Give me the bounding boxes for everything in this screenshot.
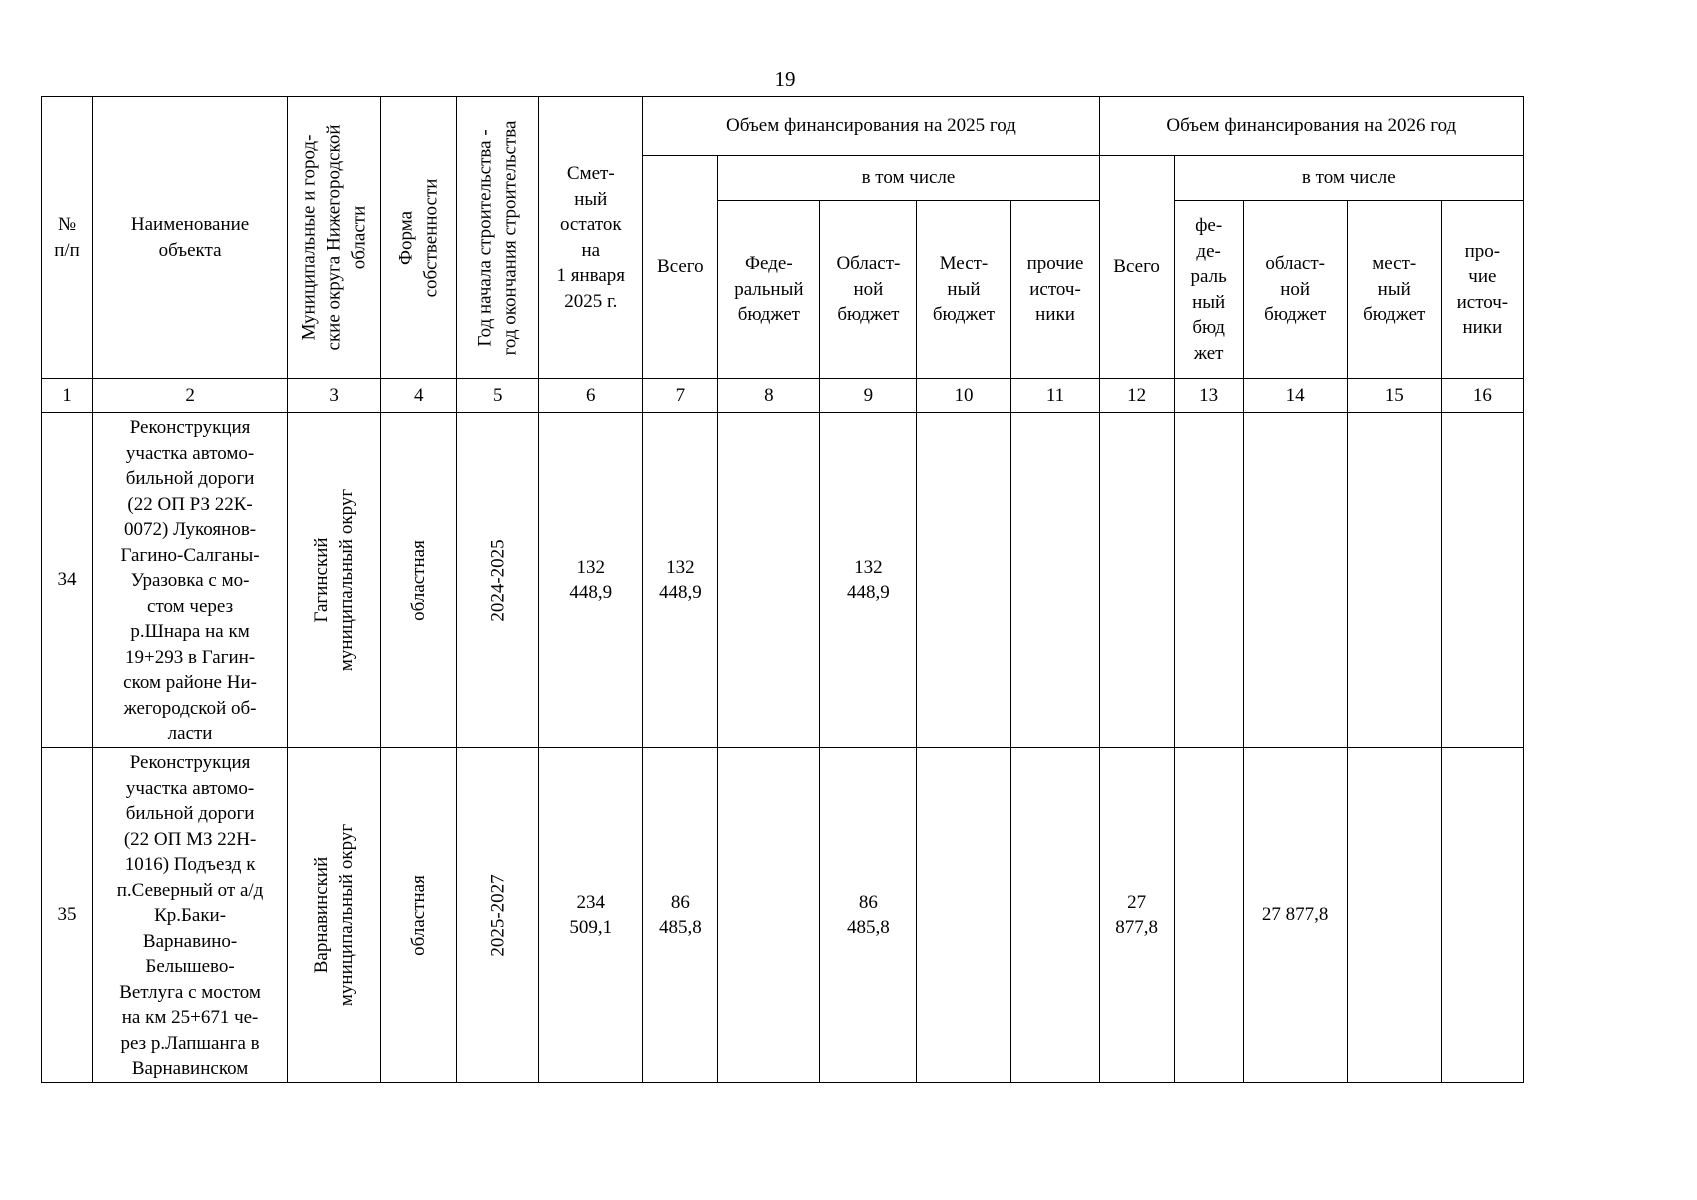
- years-cell: [457, 748, 539, 1083]
- header-financing-2025: Объем финансирования на 2025 год: [643, 97, 1099, 156]
- total-2025-cell: [643, 413, 718, 748]
- row-num: 35: [42, 748, 93, 1083]
- municipality-cell: [288, 748, 381, 1083]
- header-municipality-text: Муниципальные и город- ские округа Нижегородской области: [298, 124, 370, 351]
- header-years: [457, 97, 539, 379]
- column-number: 12: [1099, 379, 1174, 413]
- regional-2025-value: 132 448,9: [847, 556, 890, 603]
- object-name-text: Реконструкция участка автомо- бильной дороги (22 ОП МЗ 22Н- 1016) Подъезд к п.Северный от а/д Кр.Баки- Варнавино- Белышево- Ветлуга с мостом на км 25+671 че- рез р.Лапшанга в Варнавинском: [116, 752, 264, 1080]
- header-federal-2026-text: фе- де- раль ный бюд жет: [1190, 215, 1227, 364]
- estimate-cell: [539, 413, 643, 748]
- header-other-2026-text: про- чие источ- ники: [1456, 240, 1509, 338]
- municipality-text: Гагинский муниципальный округ: [311, 488, 358, 672]
- column-number: 16: [1441, 379, 1523, 413]
- header-estimate: [539, 97, 643, 379]
- local-2025-cell: [917, 748, 1011, 1083]
- regional-2026-value: 27 877,8: [1261, 904, 1329, 926]
- federal-2025-cell: [718, 748, 820, 1083]
- total-2026-cell: [1099, 413, 1174, 748]
- header-local-2026: [1347, 201, 1441, 379]
- total-2026-value: 27 877,8: [1115, 891, 1158, 938]
- local-2026-cell: [1347, 748, 1441, 1083]
- header-including-2025: в том числе: [718, 156, 1099, 201]
- federal-2026-cell: [1174, 748, 1243, 1083]
- estimate-value: 132 448,9: [569, 556, 613, 603]
- regional-2026-cell: [1243, 748, 1347, 1083]
- header-total-2026: Всего: [1099, 156, 1174, 379]
- column-number: 1: [42, 379, 93, 413]
- header-estimate-text: Смет- ный остаток на 1 января 2025 г.: [556, 163, 626, 312]
- column-number-row: [42, 379, 1524, 413]
- local-2025-cell: [917, 413, 1011, 748]
- header-other-2025-text: прочие источ- ники: [1026, 253, 1084, 326]
- column-number: 11: [1011, 379, 1099, 413]
- object-name: [93, 413, 288, 748]
- header-regional-2025-text: Област- ной бюджет: [836, 253, 901, 326]
- header-federal-2025-text: Феде- ральный бюджет: [734, 253, 804, 326]
- municipality-cell: [288, 413, 381, 748]
- header-ownership-text: Форма собственности: [395, 178, 442, 297]
- regional-2025-value: 86 485,8: [847, 891, 890, 938]
- estimate-value: 234 509,1: [569, 891, 613, 938]
- years-text: 2024-2025: [487, 538, 509, 622]
- other-2025-cell: [1011, 748, 1099, 1083]
- column-number: 15: [1347, 379, 1441, 413]
- header-local-2025: [917, 201, 1011, 379]
- header-row-1: [42, 97, 1524, 156]
- federal-2025-cell: [718, 413, 820, 748]
- header-total-2025: Всего: [643, 156, 718, 379]
- header-num: [42, 97, 93, 379]
- header-years-text: Год начала строительства - год окончания строительства: [474, 120, 521, 355]
- column-number: 6: [539, 379, 643, 413]
- table-row: [42, 748, 1524, 1083]
- regional-2025-cell: [820, 748, 917, 1083]
- header-financing-2026: Объем финансирования на 2026 год: [1099, 97, 1523, 156]
- header-name: [93, 97, 288, 379]
- header-regional-2026-text: област- ной бюджет: [1264, 253, 1327, 326]
- federal-2026-cell: [1174, 413, 1243, 748]
- column-number: 3: [288, 379, 381, 413]
- column-number: 13: [1174, 379, 1243, 413]
- header-municipality: [288, 97, 381, 379]
- estimate-cell: [539, 748, 643, 1083]
- header-federal-2025: [718, 201, 820, 379]
- row-num: 34: [42, 413, 93, 748]
- column-number: 8: [718, 379, 820, 413]
- years-cell: [457, 413, 539, 748]
- header-federal-2026: [1174, 201, 1243, 379]
- column-number: 10: [917, 379, 1011, 413]
- other-2025-cell: [1011, 413, 1099, 748]
- column-number: 4: [381, 379, 457, 413]
- total-2025-cell: [643, 748, 718, 1083]
- total-2025-value: 132 448,9: [658, 556, 702, 603]
- column-number: 9: [820, 379, 917, 413]
- object-name-text: Реконструкция участка автомо- бильной дороги (22 ОП РЗ 22К- 0072) Лукоянов- Гагино-Салганы- Уразовка с мо- стом через р.Шнара на км 19+293 в Гагин- ском районе Ни- жегородской об- ласти: [120, 417, 260, 745]
- ownership-text: областная: [408, 539, 430, 621]
- header-regional-2025: [820, 201, 917, 379]
- header-num-text: № п/п: [54, 214, 80, 261]
- header-other-2026: [1441, 201, 1523, 379]
- header-including-2026: в том числе: [1174, 156, 1523, 201]
- column-number: 14: [1243, 379, 1347, 413]
- other-2026-cell: [1441, 413, 1523, 748]
- total-2025-value: 86 485,8: [658, 891, 702, 938]
- years-text: 2025-2027: [487, 873, 509, 957]
- table-row: [42, 413, 1524, 748]
- regional-2026-cell: [1243, 413, 1347, 748]
- object-name: [93, 748, 288, 1083]
- other-2026-cell: [1441, 748, 1523, 1083]
- column-number: 2: [93, 379, 288, 413]
- total-2026-cell: [1099, 748, 1174, 1083]
- column-number: 7: [643, 379, 718, 413]
- regional-2025-cell: [820, 413, 917, 748]
- column-number: 5: [457, 379, 539, 413]
- page-number: 19: [774, 67, 796, 91]
- ownership-text: областная: [408, 874, 430, 956]
- header-name-text: Наименование объекта: [130, 214, 250, 261]
- local-2026-cell: [1347, 413, 1441, 748]
- header-local-2025-text: Мест- ный бюджет: [932, 253, 996, 326]
- header-ownership: [381, 97, 457, 379]
- header-local-2026-text: мест- ный бюджет: [1363, 253, 1426, 326]
- ownership-cell: [381, 748, 457, 1083]
- financing-table: [41, 96, 1524, 1083]
- header-regional-2026: [1243, 201, 1347, 379]
- ownership-cell: [381, 413, 457, 748]
- header-other-2025: [1011, 201, 1099, 379]
- municipality-text: Варнавинский муниципальный округ: [311, 823, 358, 1007]
